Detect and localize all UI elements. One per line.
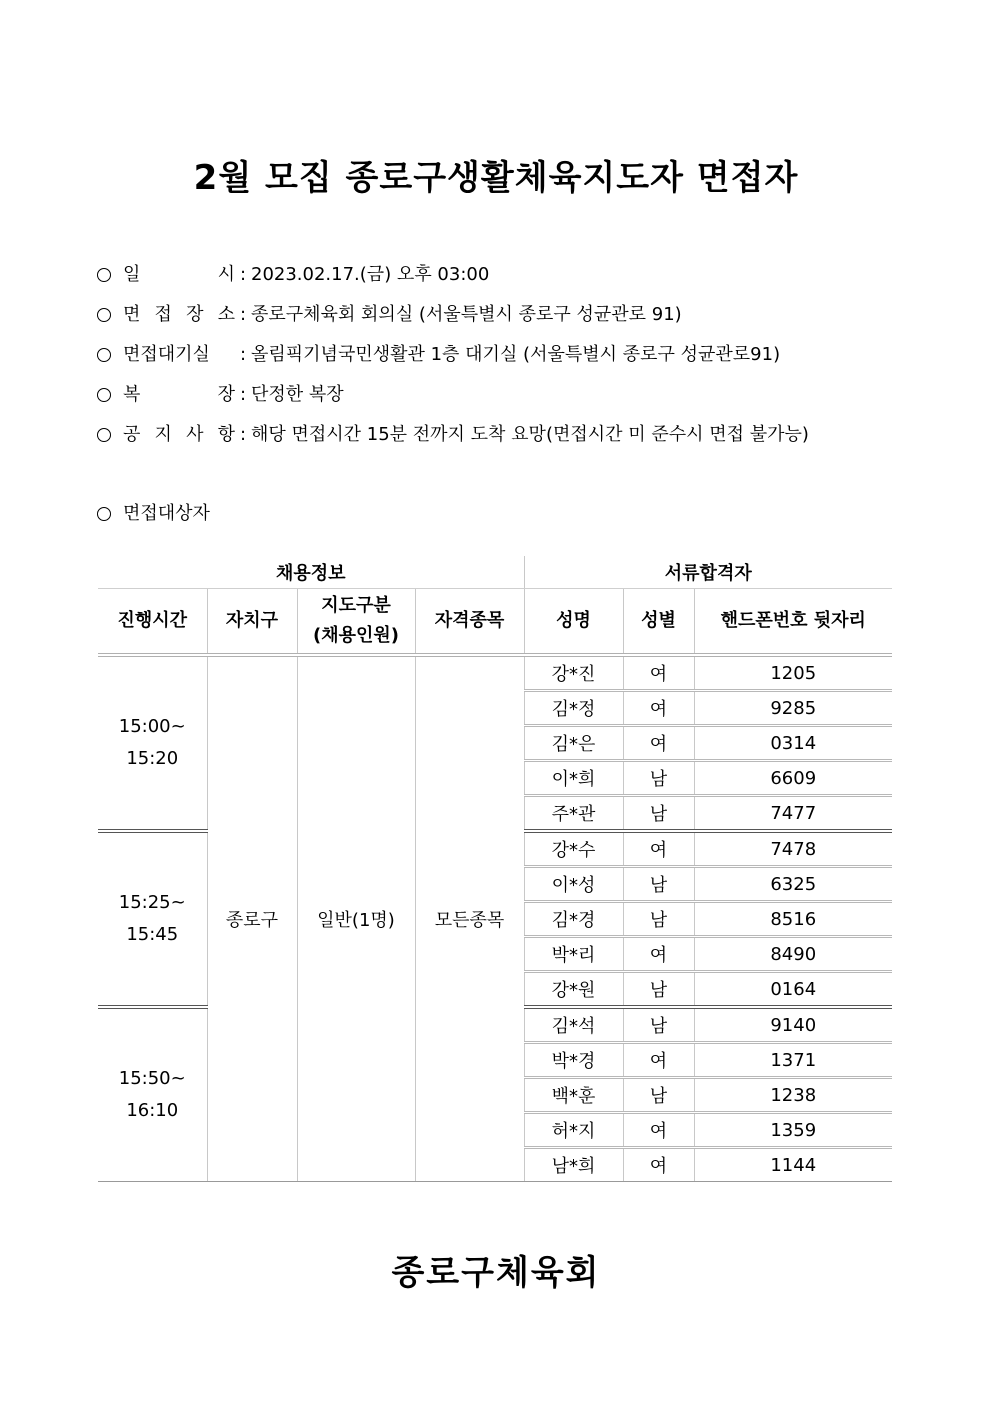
info-row-dress-code [95, 378, 809, 418]
circle-bullet-icon [97, 507, 111, 521]
gender-cell: 여 [623, 1113, 694, 1148]
info-value: 올림픽기념국민생활관 1층 대기실 (서울특별시 종로구 성균관로91) [251, 344, 781, 365]
phone-cell: 1238 [694, 1078, 892, 1113]
name-cell: 김*경 [524, 902, 623, 937]
sport-cell: 모든종목 [415, 655, 524, 1182]
info-colon: : [239, 304, 247, 325]
name-cell: 김*정 [524, 691, 623, 726]
phone-cell: 6609 [694, 761, 892, 796]
column-header-time: 진행시간 [98, 589, 207, 656]
name-cell: 김*은 [524, 726, 623, 761]
phone-cell: 1144 [694, 1148, 892, 1182]
gender-cell: 여 [623, 726, 694, 761]
circle-bullet-icon [97, 348, 111, 362]
info-colon: : [239, 264, 247, 285]
phone-cell: 6325 [694, 867, 892, 902]
info-label: 면접대기실 [123, 344, 210, 365]
gender-cell: 남 [623, 972, 694, 1008]
category-cell: 일반(1명) [297, 655, 415, 1182]
phone-cell: 1371 [694, 1043, 892, 1078]
name-cell: 김*석 [524, 1007, 623, 1043]
name-cell: 이*희 [524, 761, 623, 796]
gender-cell: 여 [623, 831, 694, 867]
phone-cell: 9140 [694, 1007, 892, 1043]
time-slot: 15:50~ 16:10 [98, 1007, 207, 1182]
name-cell: 박*경 [524, 1043, 623, 1078]
circle-bullet-icon [97, 428, 111, 442]
info-row-venue [95, 298, 809, 338]
gender-cell: 남 [623, 902, 694, 937]
name-cell: 강*수 [524, 831, 623, 867]
name-cell: 강*원 [524, 972, 623, 1008]
info-row-date [95, 258, 809, 298]
name-cell: 이*성 [524, 867, 623, 902]
circle-bullet-icon [97, 268, 111, 282]
group-header-passed: 서류합격자 [524, 556, 892, 589]
table-row [98, 655, 892, 691]
info-value: 단정한 복장 [251, 384, 344, 405]
phone-cell: 1359 [694, 1113, 892, 1148]
column-header-phone: 핸드폰번호 뒷자리 [694, 589, 892, 656]
column-header-sport: 자격종목 [415, 589, 524, 656]
gender-cell: 여 [623, 655, 694, 691]
gender-cell: 남 [623, 761, 694, 796]
info-value: 해당 면접시간 15분 전까지 도착 요망(면접시간 미 준수시 면접 불가능) [251, 424, 809, 445]
info-colon: : [239, 424, 247, 445]
column-header-gender: 성별 [623, 589, 694, 656]
phone-cell: 9285 [694, 691, 892, 726]
info-colon: : [239, 384, 247, 405]
page-title: 2월 모집 종로구생활체육지도자 면접자 [193, 158, 799, 198]
name-cell: 남*희 [524, 1148, 623, 1182]
gender-cell: 여 [623, 1148, 694, 1182]
info-label: 공 지 사 항 [123, 424, 235, 445]
info-row-waiting-room [95, 338, 809, 378]
phone-cell: 7477 [694, 796, 892, 832]
district-cell: 종로구 [207, 655, 297, 1182]
name-cell: 강*진 [524, 655, 623, 691]
info-row-notice [95, 418, 809, 458]
gender-cell: 남 [623, 1078, 694, 1113]
target-heading [95, 497, 210, 531]
gender-cell: 남 [623, 1007, 694, 1043]
phone-cell: 8516 [694, 902, 892, 937]
time-slot: 15:00~ 15:20 [98, 655, 207, 831]
gender-cell: 남 [623, 867, 694, 902]
column-header-district: 자치구 [207, 589, 297, 656]
circle-bullet-icon [97, 308, 111, 322]
group-header-recruitment: 채용정보 [98, 556, 524, 589]
column-header-category: 지도구분 (채용인원) [297, 589, 415, 656]
circle-bullet-icon [97, 388, 111, 402]
gender-cell: 여 [623, 1043, 694, 1078]
info-label: 일 시 [123, 264, 235, 285]
name-cell: 주*관 [524, 796, 623, 832]
name-cell: 허*지 [524, 1113, 623, 1148]
column-header-name: 성명 [524, 589, 623, 656]
info-colon: : [239, 344, 247, 365]
phone-cell: 0164 [694, 972, 892, 1008]
gender-cell: 남 [623, 796, 694, 832]
phone-cell: 8490 [694, 937, 892, 972]
target-label: 면접대상자 [123, 503, 210, 524]
phone-cell: 1205 [694, 655, 892, 691]
info-label: 면 접 장 소 [123, 304, 235, 325]
phone-cell: 0314 [694, 726, 892, 761]
phone-cell: 7478 [694, 831, 892, 867]
gender-cell: 여 [623, 937, 694, 972]
name-cell: 박*리 [524, 937, 623, 972]
info-list [95, 258, 809, 458]
gender-cell: 여 [623, 691, 694, 726]
info-value: 2023.02.17.(금) 오후 03:00 [251, 264, 490, 285]
footer-organization: 종로구체육회 [391, 1253, 601, 1293]
name-cell: 백*훈 [524, 1078, 623, 1113]
info-label: 복 장 [123, 384, 235, 405]
info-value: 종로구체육회 회의실 (서울특별시 종로구 성균관로 91) [251, 304, 682, 325]
time-slot: 15:25~ 15:45 [98, 831, 207, 1007]
interviewee-table [98, 556, 892, 1182]
